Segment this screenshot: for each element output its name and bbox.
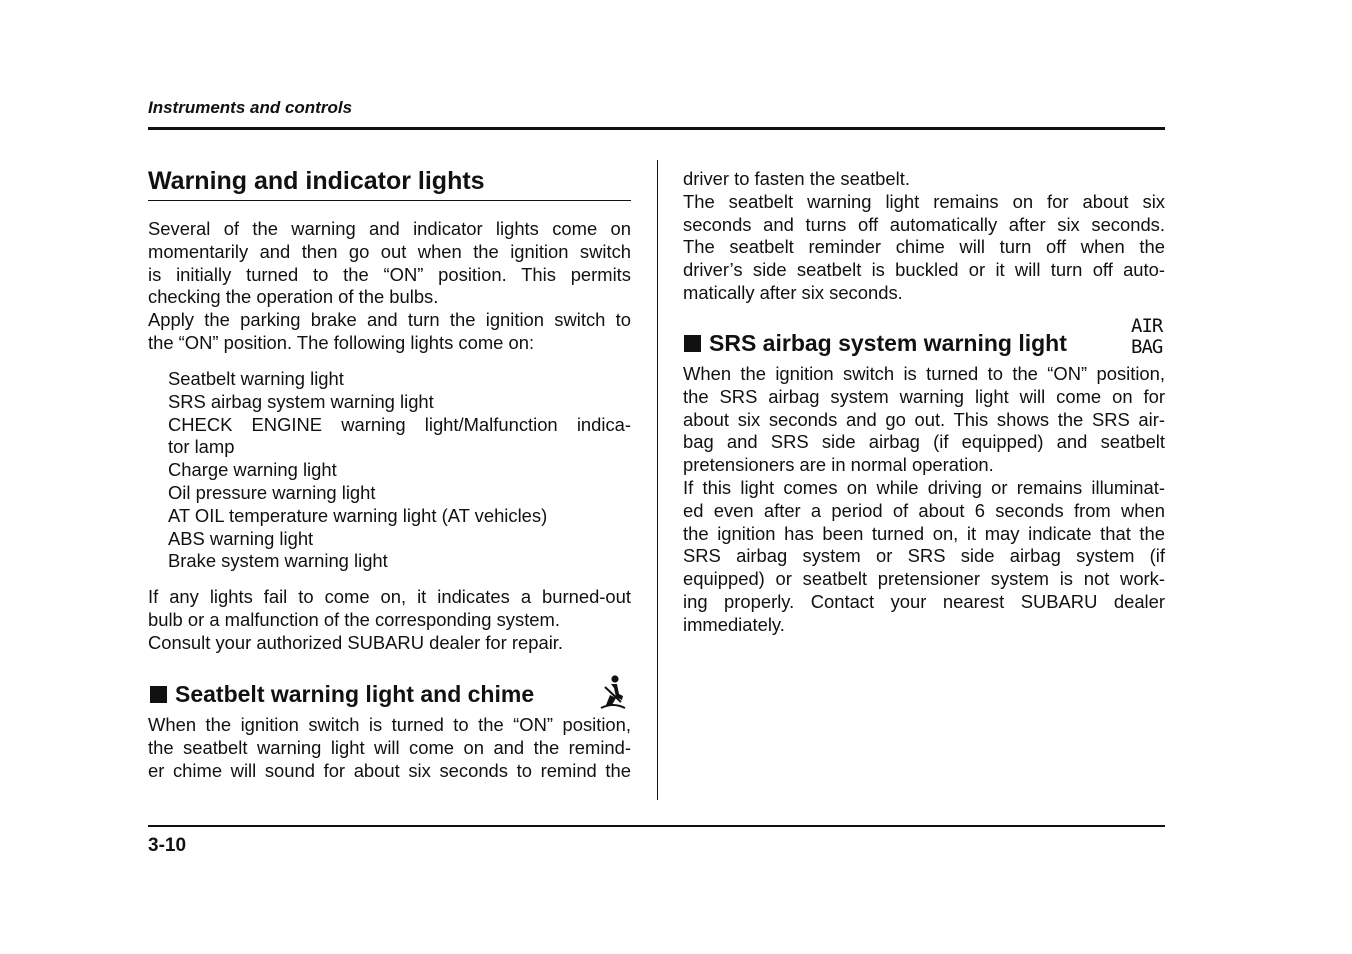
- text-line: driver to fasten the seatbelt.: [683, 168, 910, 189]
- heading-text: SRS airbag system warning light: [709, 330, 1067, 356]
- text-line: momentarily and then go out when the ignition switch: [148, 240, 631, 262]
- text-line: SRS airbag system or SRS side airbag system (if: [683, 545, 1165, 567]
- text-line: pretensioners are in normal operation.: [683, 454, 994, 476]
- list-item: CHECK ENGINE warning light/Malfunction indica-: [168, 413, 631, 435]
- text-line: The seatbelt reminder chime will turn off when the: [683, 236, 1165, 258]
- fail-paragraph: [148, 586, 631, 654]
- list-item: Oil pressure warning light: [168, 481, 376, 503]
- airbag-heading: [684, 329, 1067, 357]
- seatbelt-paragraph: [148, 714, 631, 782]
- text-line: is initially turned to the “ON” position. This permits: [148, 263, 631, 285]
- text-line: immediately.: [683, 613, 785, 635]
- text-line: If any lights fail to come on, it indicates a burned-out: [148, 586, 631, 607]
- text-line: Several of the warning and indicator lights come on: [148, 218, 631, 239]
- text-line: matically after six seconds.: [683, 281, 903, 303]
- text-line: bulb or a malfunction of the corresponding system.: [148, 608, 560, 630]
- square-bullet-icon: [684, 335, 701, 352]
- text-line: the “ON” position. The following lights come on:: [148, 331, 535, 353]
- text-line: ed even after a period of about 6 seconds from when: [683, 499, 1165, 521]
- text-line: When the ignition switch is turned to the “ON” position,: [148, 714, 631, 735]
- list-item: Brake system warning light: [168, 550, 388, 572]
- text-line: Consult your authorized SUBARU dealer for repair.: [148, 631, 564, 653]
- intro-paragraph: [148, 218, 631, 355]
- text-line: er chime will sound for about six seconds to remind the: [148, 759, 631, 781]
- text-line: Apply the parking brake and turn the ignition switch to: [148, 309, 631, 331]
- page-title: Warning and indicator lights: [148, 165, 631, 201]
- text-line: equipped) or seatbelt pretensioner system is not work-: [683, 568, 1165, 590]
- list-item: AT OIL temperature warning light (AT vehicles): [168, 504, 548, 526]
- airbag-paragraph-2: [683, 477, 1165, 637]
- airbag-icon: [1131, 316, 1162, 358]
- heading-text: Seatbelt warning light and chime: [175, 681, 535, 707]
- list-item: tor lamp: [168, 436, 235, 458]
- list-item: Seatbelt warning light: [168, 368, 344, 389]
- page-number: 3-10: [148, 835, 187, 856]
- text-line: the ignition has been turned on, it may indicate that the: [683, 522, 1165, 544]
- footer-rule: [148, 825, 1165, 827]
- airbag-paragraph-1: [683, 363, 1165, 477]
- seatbelt-icon: [597, 674, 629, 710]
- list-item: SRS airbag system warning light: [168, 390, 434, 412]
- text-line: bag and SRS side airbag (if equipped) and seatbelt: [683, 431, 1165, 453]
- airbag-icon-line: AIR: [1131, 315, 1163, 337]
- text-line: the seatbelt warning light will come on and the remind-: [148, 736, 631, 758]
- header-rule: [148, 127, 1165, 130]
- text-line: When the ignition switch is turned to the “ON” position,: [683, 363, 1165, 384]
- seatbelt-continued: [683, 168, 1165, 305]
- text-line: ing properly. Contact your nearest SUBARU dealer: [683, 590, 1165, 612]
- text-line: The seatbelt warning light remains on for about six: [683, 190, 1165, 212]
- text-line: the SRS airbag system warning light will come on for: [683, 385, 1165, 407]
- text-line: seconds and turns off automatically after six seconds.: [683, 213, 1165, 235]
- column-divider: [657, 160, 658, 800]
- airbag-icon-line: BAG: [1131, 336, 1163, 358]
- text-line: checking the operation of the bulbs.: [148, 286, 439, 308]
- seatbelt-heading: [150, 680, 534, 708]
- square-bullet-icon: [150, 686, 167, 703]
- text-line: about six seconds and go out. This shows the SRS air-: [683, 408, 1165, 430]
- list-item: ABS warning light: [168, 527, 314, 549]
- list-item: Charge warning light: [168, 459, 337, 481]
- section-title: Instruments and controls: [148, 98, 353, 117]
- text-line: driver’s side seatbelt is buckled or it will turn off auto-: [683, 259, 1165, 281]
- lights-list: [168, 368, 631, 573]
- text-line: If this light comes on while driving or remains illuminat-: [683, 477, 1165, 498]
